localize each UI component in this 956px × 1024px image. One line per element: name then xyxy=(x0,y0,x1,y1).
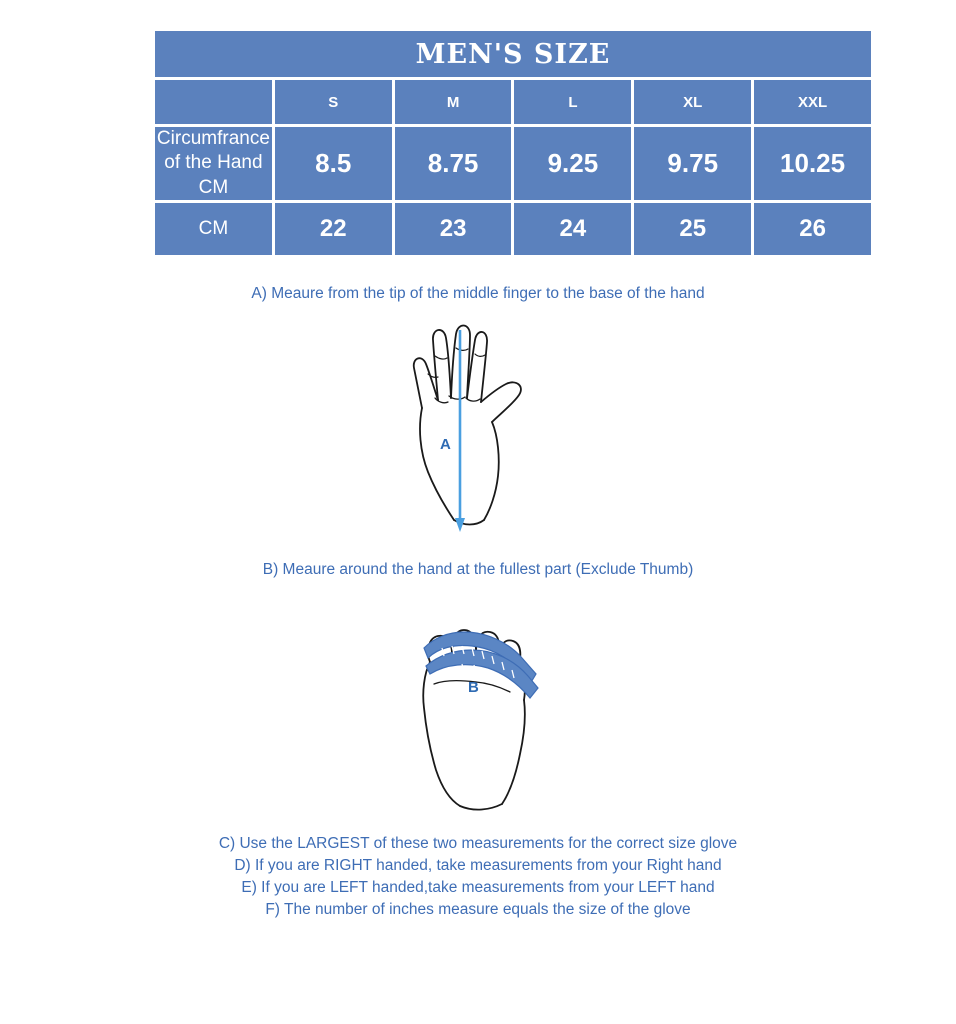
cell-circumference-xl: 9.75 xyxy=(634,127,751,200)
note-c: C) Use the LARGEST of these two measurements for the correct size glove xyxy=(218,835,738,852)
arrow-head-down xyxy=(455,518,465,532)
column-header-s: S xyxy=(275,80,392,124)
table-row xyxy=(155,203,871,255)
header-corner-cell xyxy=(155,80,272,124)
hand-length-illustration xyxy=(388,312,568,542)
figure-a-label: A xyxy=(440,436,451,453)
note-e: E) If you are LEFT handed,take measurements from your LEFT hand xyxy=(241,879,715,896)
row-label-cm: CM xyxy=(155,203,272,255)
cell-circumference-m: 8.75 xyxy=(395,127,512,200)
caption-a: A) Meaure from the tip of the middle finger to the base of the hand xyxy=(251,285,705,302)
cell-cm-xl: 25 xyxy=(634,203,751,255)
row-label-circumference: Circumfrance of the Hand CM xyxy=(155,127,272,200)
note-f: F) The number of inches measure equals the size of the glove xyxy=(265,901,691,918)
hand-circumference-illustration xyxy=(390,588,580,818)
column-header-m: M xyxy=(395,80,512,124)
cell-cm-xxl: 26 xyxy=(754,203,871,255)
cell-cm-s: 22 xyxy=(275,203,392,255)
figure-hand-length xyxy=(388,312,568,547)
page-title: MEN'S SIZE xyxy=(155,31,871,77)
note-d: D) If you are RIGHT handed, take measurements from your Right hand xyxy=(234,857,722,874)
cell-circumference-xxl: 10.25 xyxy=(754,127,871,200)
column-header-xl: XL xyxy=(634,80,751,124)
figure-hand-circumference xyxy=(390,588,580,823)
cell-circumference-l: 9.25 xyxy=(514,127,631,200)
figure-b-label: B xyxy=(468,679,479,696)
cell-cm-m: 23 xyxy=(395,203,512,255)
caption-b: B) Meaure around the hand at the fullest part (Exclude Thumb) xyxy=(262,561,694,578)
column-header-xxl: XXL xyxy=(754,80,871,124)
table-header-row xyxy=(155,80,871,124)
footer-notes xyxy=(0,833,956,921)
measuring-tape xyxy=(424,632,538,698)
table-title-row xyxy=(155,31,871,77)
cell-circumference-s: 8.5 xyxy=(275,127,392,200)
column-header-l: L xyxy=(514,80,631,124)
size-table xyxy=(152,28,874,258)
size-table-container xyxy=(152,28,874,258)
cell-cm-l: 24 xyxy=(514,203,631,255)
table-row xyxy=(155,127,871,200)
